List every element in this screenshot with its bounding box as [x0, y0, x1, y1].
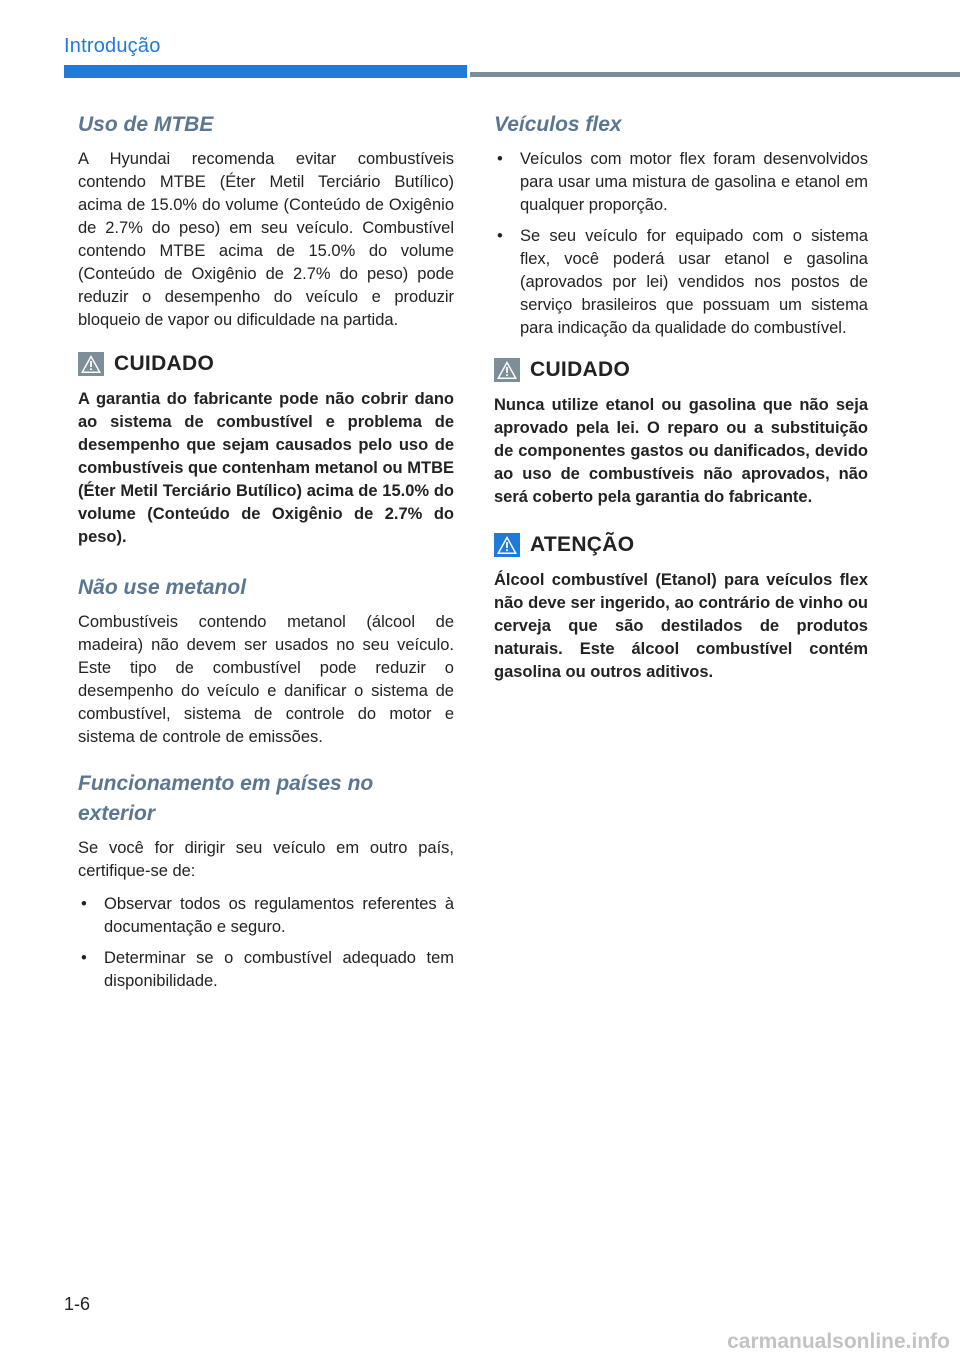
warning-triangle-icon: [78, 352, 104, 376]
flex-list: [494, 148, 868, 340]
right-column: [494, 110, 868, 708]
attention-notice-header: [494, 533, 868, 557]
methanol-paragraph: Combustíveis contendo metanol (álcool de madeira) não devem ser usados no seu veículo. Este tipo de combustível pode reduzir o desempenho do veículo e danificar o sistema de combustível, sistema de controle do motor e sistema de controle de emissões.: [78, 613, 454, 746]
list-item: • Determinar se o combustível adequado tem disponibilidade.: [78, 947, 454, 993]
attention-text: Álcool combustível (Etanol) para veículos flex não deve ser ingerido, ao contrário de vinho ou cerveja que são destilados de produtos naturais. Este álcool combustível contém gasolina ou outros aditivos.: [494, 571, 868, 681]
list-item: • Se seu veículo for equipado com o sistema flex, você poderá usar etanol e gasolina (aprovados por lei) vendidos nos postos de serviço brasileiros que possuam um sistema para indicação da qualidade do combustível.: [494, 225, 868, 340]
site-watermark: carmanualsonline.info: [727, 1330, 950, 1353]
caution-notice-header: [78, 352, 454, 376]
methanol-heading: Não use metanol: [78, 576, 247, 599]
caution-notice-header: [494, 358, 868, 382]
caution-title: CUIDADO: [114, 352, 215, 375]
mtbe-paragraph: A Hyundai recomenda evitar combustíveis contendo MTBE (Éter Metil Terciário Butílico) acima de 15.0% do volume (Conteúdo de Oxigênio de 2.7% do peso) em seu veículo. Combustível contendo MTBE acima de 15.0% do volume (Conteúdo de Oxigênio de 2.7% do peso) pode reduzir o desempenho do veículo e produzir bloqueio de vapor ou dificuldade na partida.: [78, 150, 454, 329]
page-number: 1-6: [64, 1294, 91, 1314]
section-title: Introdução: [64, 35, 161, 57]
caution-text: A garantia do fabricante pode não cobrir dano ao sistema de combustível e problema de desempenho que sejam causados pelo uso de combustíveis que contenham metanol ou MTBE (Éter Metil Terciário Butílico) acima de 15.0% do volume (Conteúdo de Oxigênio de 2.7% do peso).: [78, 390, 454, 546]
header-rule: [470, 72, 960, 77]
mtbe-heading: Uso de MTBE: [78, 113, 214, 136]
abroad-paragraph: Se você for dirigir seu veículo em outro país, certifique-se de:: [78, 839, 454, 880]
caution-title: CUIDADO: [530, 358, 631, 381]
list-item: • Observar todos os regulamentos referentes à documentação e seguro.: [78, 893, 454, 939]
warning-triangle-icon: [494, 358, 520, 382]
warning-triangle-icon: [494, 533, 520, 557]
left-column: [78, 110, 454, 1011]
attention-title: ATENÇÃO: [530, 533, 635, 556]
list-item: • Veículos com motor flex foram desenvolvidos para usar uma mistura de gasolina e etanol em qualquer proporção.: [494, 148, 868, 217]
header-accent-bar: [64, 65, 467, 78]
caution-text: Nunca utilize etanol ou gasolina que não seja aprovado pela lei. O reparo ou a substituição de componentes gastos ou danificados, devido ao uso de combustíveis não aprovados, não será coberto pela garantia do fabricante.: [494, 396, 868, 506]
abroad-list: [78, 893, 454, 993]
flex-heading: Veículos flex: [494, 113, 622, 136]
abroad-heading: Funcionamento em países no exterior: [78, 772, 374, 825]
